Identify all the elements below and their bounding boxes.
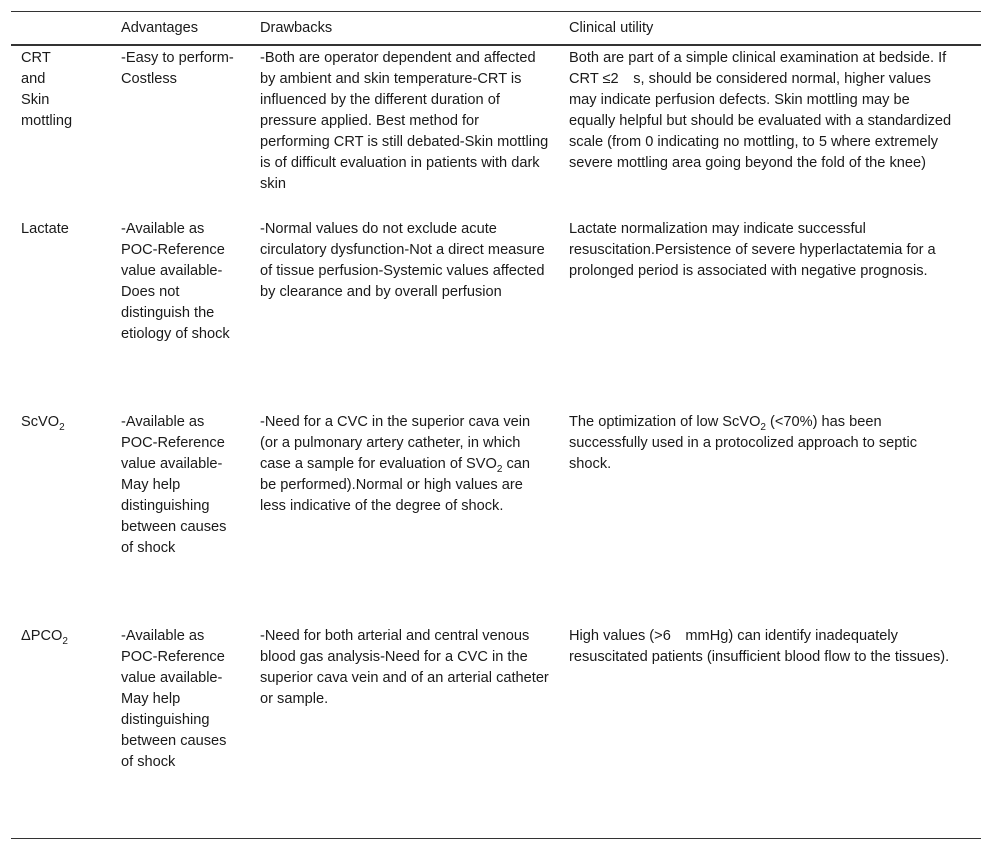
header-clinical-utility: Clinical utility xyxy=(569,19,654,36)
header-advantages: Advantages xyxy=(121,19,199,36)
row-advantages: -Available as POC-Reference value available-May help distinguishing between causes of shock xyxy=(121,628,227,770)
row-drawbacks: -Need for both arterial and central venous blood gas analysis-Need for a CVC in the superior cava vein and of an arterial catheter or sample. xyxy=(260,628,549,707)
row-clinical-utility: Lactate normalization may indicate successful resuscitation.Persistence of severe hyperlactatemia for a prolonged period is associated with negative prognosis. xyxy=(569,221,936,279)
row-clinical-utility: High values (>6 mmHg) can identify inadequately resuscitated patients (insufficient blood flow to the tissues). xyxy=(569,628,950,665)
row-clinical-utility: Both are part of a simple clinical examination at bedside. If CRT ≤2 s, should be considered normal, higher values may indicate perfusion defects. Skin mottling may be equally helpful but should be evaluated with a standardized scale (from 0 indicating no mottling, to 5 where extremely severe mottling area going beyond the fold of the knee) xyxy=(569,50,952,171)
comparison-table-container xyxy=(11,11,981,839)
row-parameter xyxy=(11,45,111,217)
row-parameter: Lactate xyxy=(21,221,69,237)
table-row xyxy=(11,624,981,838)
table-row xyxy=(11,45,981,217)
table-row xyxy=(11,217,981,410)
row-advantages: -Easy to perform-Costless xyxy=(121,50,234,87)
row-drawbacks: -Both are operator dependent and affected by ambient and skin temperature-CRT is influenced by the different duration of pressure applied. Best method for performing CRT is still debated-Skin mottling is of difficult evaluation in patients with dark skin xyxy=(260,50,549,192)
row-drawbacks: -Need for a CVC in the superior cava vein (or a pulmonary artery catheter, in which case a sample for evaluation of $SVO_2$ can be performed).Normal or high values are less indicative of the degree of shock. xyxy=(260,414,531,514)
parameter-crt-skin-mottling: CRT and Skin mottling xyxy=(21,50,73,129)
row-drawbacks: -Normal values do not exclude acute circulatory dysfunction-Not a direct measure of tissue perfusion-Systemic values affected by clearance and by overall perfusion xyxy=(260,221,545,300)
table-header-row xyxy=(11,12,981,46)
header-drawbacks: Drawbacks xyxy=(260,19,333,36)
row-parameter: ScVO$_2$ xyxy=(21,414,65,433)
row-advantages: -Available as POC-Reference value available-May help distinguishing between causes of shock xyxy=(121,414,227,556)
row-parameter: $\Delta PCO_2$ xyxy=(21,628,68,647)
table-row xyxy=(11,410,981,624)
row-advantages: -Available as POC-Reference value available-Does not distinguish the etiology of shock xyxy=(121,221,230,342)
row-clinical-utility: The optimization of low ScVO$_2$ (<70%) has been successfully used in a protocolized approach to septic shock. xyxy=(569,414,918,472)
header-parameter xyxy=(11,12,111,46)
perfusion-markers-table xyxy=(11,11,981,839)
